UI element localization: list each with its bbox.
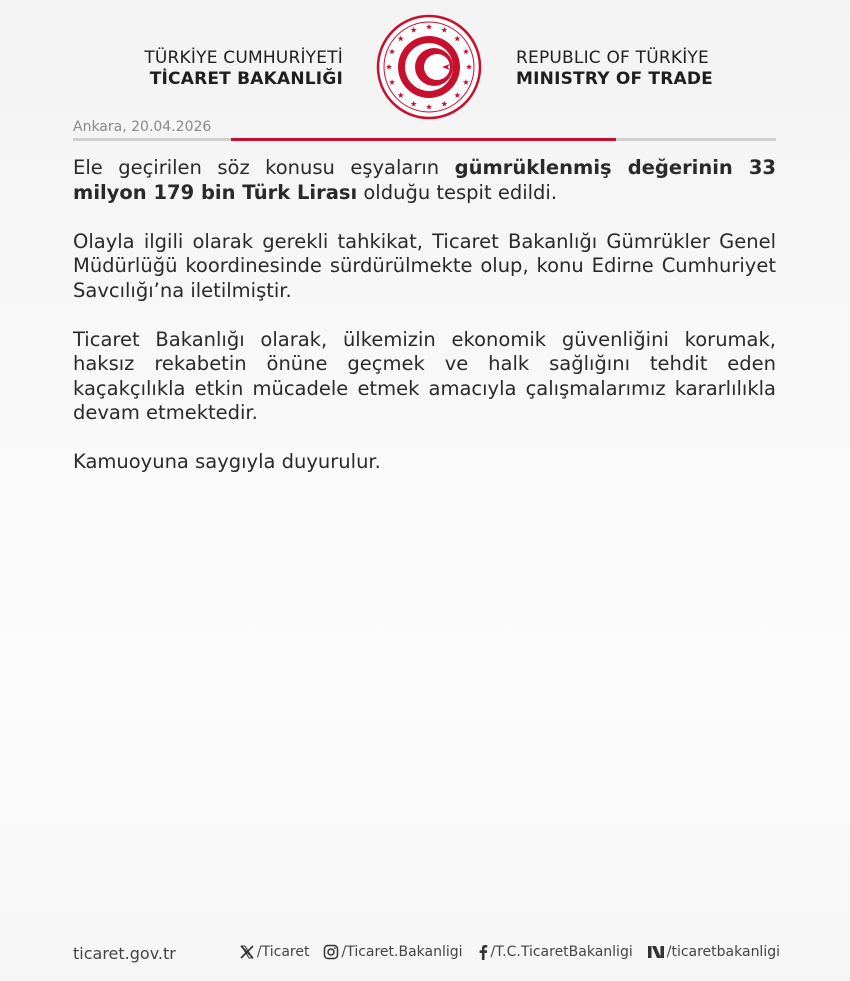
header-turkish-line2: TİCARET BAKANLIĞI: [149, 69, 343, 89]
nsosyal-link[interactable]: [647, 944, 780, 960]
header-english-line2: MINISTRY OF TRADE: [516, 69, 713, 89]
paragraph-1-pre: Ele geçirilen söz konusu eşyaların: [73, 156, 455, 179]
instagram-link[interactable]: [323, 944, 462, 960]
x-link[interactable]: [239, 944, 310, 960]
header-divider-accent: [231, 138, 616, 141]
x-icon: [239, 944, 255, 960]
x-handle: /Ticaret: [256, 944, 310, 960]
paragraph-1: [73, 156, 776, 205]
facebook-handle: /T.C.TicaretBakanligi: [490, 944, 633, 960]
paragraph-1-bold: gümrüklenmiş değerinin 33 milyon 179 bin Türk Lirası: [73, 156, 776, 204]
paragraph-4: Kamuoyuna saygıyla duyurulur.: [73, 450, 381, 473]
facebook-link[interactable]: [477, 944, 633, 960]
nsosyal-handle: /ticaretbakanligi: [666, 944, 780, 960]
press-release-body: [73, 156, 776, 499]
ministry-emblem-icon: [376, 14, 482, 120]
social-links: [239, 944, 780, 960]
header-english-line1: REPUBLIC OF TÜRKİYE: [516, 48, 709, 68]
header-turkish-line1: TÜRKİYE CUMHURİYETİ: [144, 48, 343, 68]
header-turkish-title: [144, 48, 343, 90]
paragraph-3: Ticaret Bakanlığı olarak, ülkemizin ekonomik güvenliğini korumak, haksız rekabetin önüne geçmek ve halk sağlığını tehdit eden kaçakçılıkla etkin mücadele etmek amacıyla çalışmalarımız kararlılıkla devam etmektedir.: [73, 327, 776, 424]
facebook-icon: [477, 944, 489, 960]
header-english-title: [516, 48, 713, 90]
website-link[interactable]: ticaret.gov.tr: [73, 944, 176, 963]
instagram-icon: [323, 944, 339, 960]
nsosyal-icon: [647, 944, 665, 960]
paragraph-1-post: olduğu tespit edildi.: [357, 180, 558, 204]
footer: [73, 942, 780, 966]
instagram-handle: /Ticaret.Bakanligi: [341, 944, 463, 960]
paragraph-2: Olayla ilgili olarak gerekli tahkikat, Ticaret Bakanlığı Gümrükler Genel Müdürlüğü koordinesinde sürdürülmekte olup, konu Edirne Cumhuriyet Savcılığı’na iletilmiştir.: [73, 229, 776, 302]
press-release-date: Ankara, 20.04.2026: [73, 119, 212, 135]
